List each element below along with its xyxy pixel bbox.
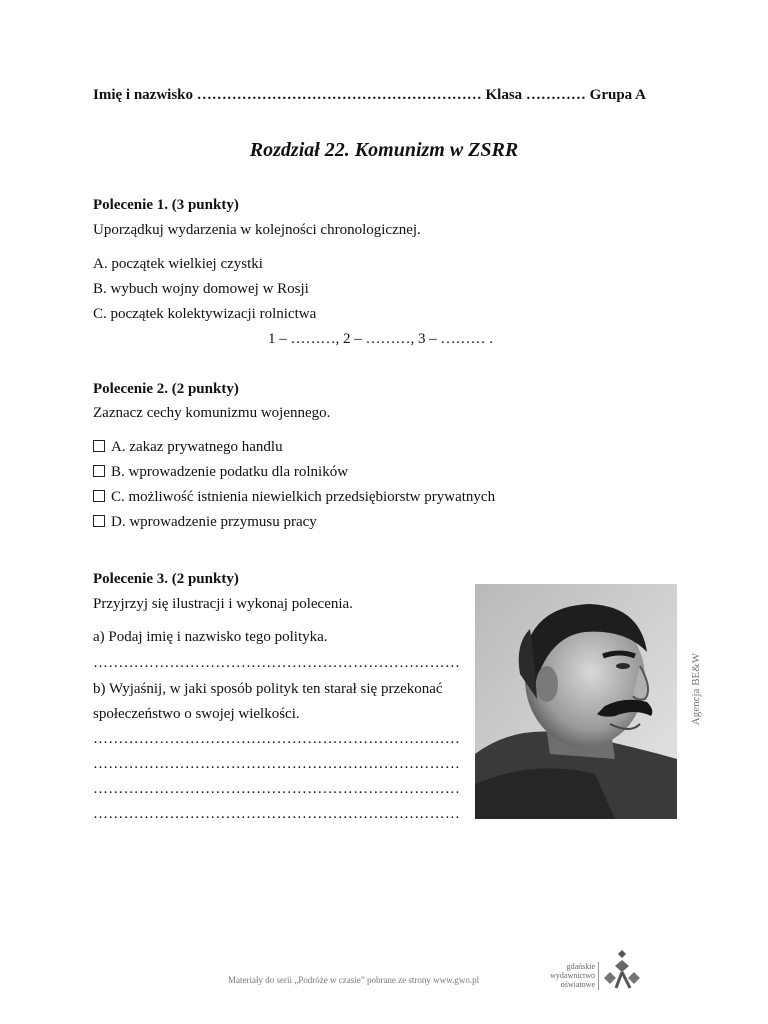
logo-divider xyxy=(598,962,599,990)
politician-portrait-photo xyxy=(475,584,677,819)
task1-item-a: A. początek wielkiej czystki xyxy=(93,256,263,272)
task1-answer-line[interactable]: 1 – ………, 2 – ………, 3 – ……… . xyxy=(268,331,493,347)
task2-option-b[interactable]: B. wprowadzenie podatku dla rolników xyxy=(93,464,348,481)
checkbox-icon[interactable] xyxy=(93,515,105,527)
task3-heading: Polecenie 3. (2 punkty) xyxy=(93,571,239,587)
answer-line-b2[interactable]: ……………………………………………………………… xyxy=(93,756,461,772)
publisher-logo-icon xyxy=(602,948,642,990)
checkbox-icon[interactable] xyxy=(93,490,105,502)
task1-instruction: Uporządkuj wydarzenia w kolejności chronologicznej. xyxy=(93,222,421,238)
task2-instruction: Zaznacz cechy komunizmu wojennego. xyxy=(93,405,331,421)
answer-line-a[interactable]: ……………………………………………………………… xyxy=(93,655,461,671)
answer-line-b3[interactable]: ……………………………………………………………… xyxy=(93,781,461,797)
task3-question-b-line1: b) Wyjaśnij, w jaki sposób polityk ten starał się przekonać xyxy=(93,681,443,697)
task2-option-a[interactable]: A. zakaz prywatnego handlu xyxy=(93,439,283,456)
task1-item-c: C. początek kolektywizacji rolnictwa xyxy=(93,306,317,322)
checkbox-icon[interactable] xyxy=(93,440,105,452)
publisher-name: gdańskie wydawnictwo oświatowe xyxy=(550,962,595,989)
student-info-line: Imię i nazwisko ………………………………………………… Klasa ………… Grupa A xyxy=(93,87,646,103)
checkbox-icon[interactable] xyxy=(93,465,105,477)
task1-item-b: B. wybuch wojny domowej w Rosji xyxy=(93,281,309,297)
photo-credit: Agencja BE&W xyxy=(690,652,702,726)
footer-source: Materiały do serii „Podróże w czasie” pobrane ze strony www.gwo.pl xyxy=(228,975,480,985)
page-title: Rozdział 22. Komunizm w ZSRR xyxy=(249,139,519,161)
answer-line-b4[interactable]: ……………………………………………………………… xyxy=(93,806,461,822)
task2-option-d[interactable]: D. wprowadzenie przymusu pracy xyxy=(93,514,317,531)
task2-option-c[interactable]: C. możliwość istnienia niewielkich przedsiębiorstw prywatnych xyxy=(93,489,495,506)
task2-heading: Polecenie 2. (2 punkty) xyxy=(93,381,239,397)
task3-instruction: Przyjrzyj się ilustracji i wykonaj polecenia. xyxy=(93,596,353,612)
task3-question-b-line2: społeczeństwo o swojej wielkości. xyxy=(93,706,300,722)
task1-heading: Polecenie 1. (3 punkty) xyxy=(93,197,239,213)
answer-line-b1[interactable]: ……………………………………………………………… xyxy=(93,731,461,747)
task3-question-a: a) Podaj imię i nazwisko tego polityka. xyxy=(93,629,328,645)
